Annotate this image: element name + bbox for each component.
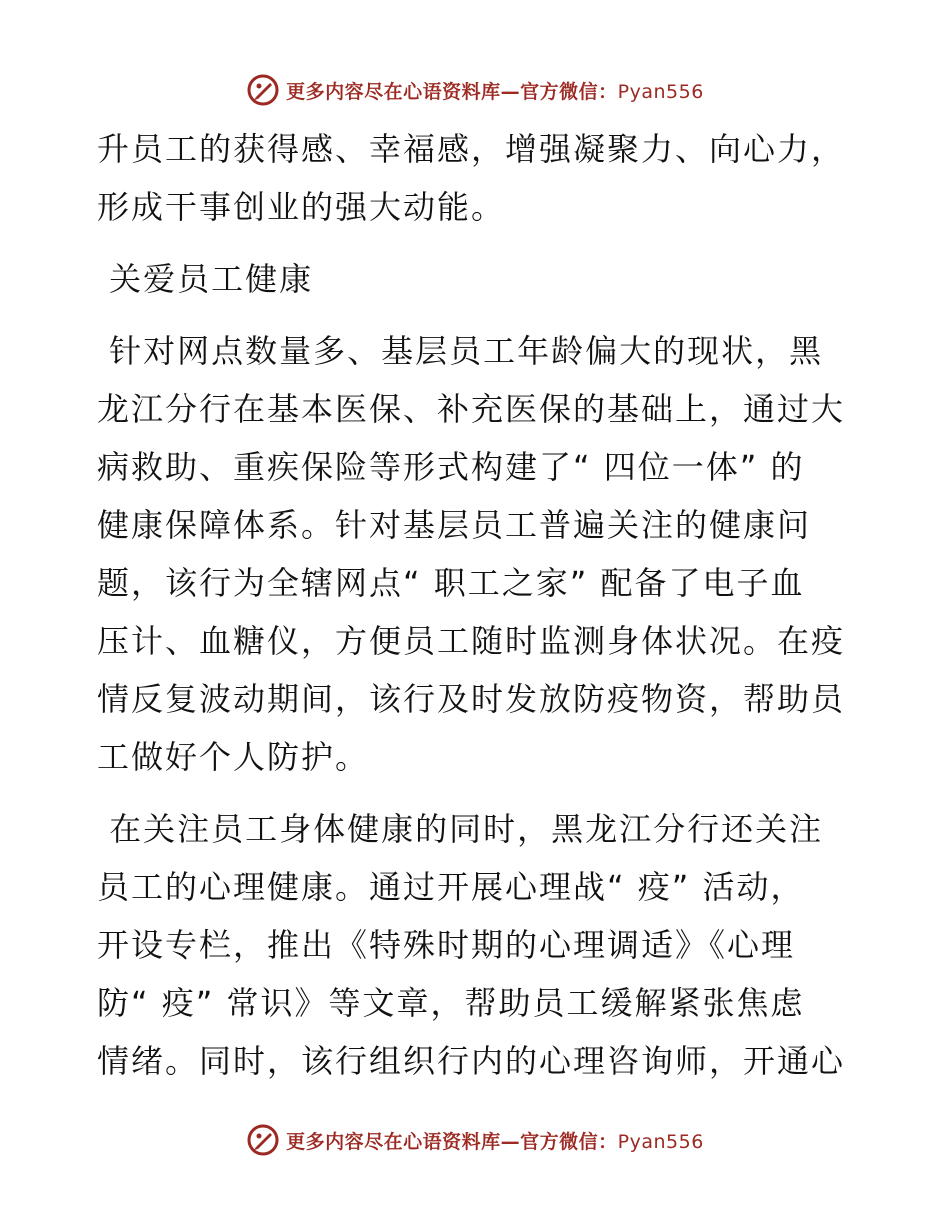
- watermark-id: Pyan556: [617, 1130, 704, 1153]
- text-line: 情反复波动期间，该行及时发放防疫物资，帮助员: [97, 680, 846, 718]
- watermark-text: 更多内容尽在心语资料库—官方微信：: [286, 1130, 618, 1153]
- paragraph-3: [97, 322, 857, 786]
- text-line: 在关注员工身体健康的同时，黑龙江分行还关注: [97, 810, 824, 848]
- text-line: 压计、血糖仪，方便员工随时监测身体状况。在疫: [97, 622, 846, 660]
- text-line: 健康保障体系。针对基层员工普遍关注的健康问: [97, 506, 812, 544]
- paragraph-1: [97, 120, 857, 236]
- document-body: [97, 120, 857, 1090]
- text-line: 工做好个人防护。: [97, 738, 370, 776]
- text-line: 题，该行为全辖网点“ 职工之家” 配备了电子血: [97, 564, 805, 602]
- logo-icon: [246, 73, 280, 107]
- text-line: 病救助、重疾保险等形式构建了“ 四位一体” 的: [97, 448, 805, 486]
- text-line: 形成干事创业的强大动能。: [97, 188, 506, 226]
- text-line: 员工的心理健康。通过开展心理战“ 疫” 活动，: [97, 868, 805, 906]
- text-line: 龙江分行在基本医保、补充医保的基础上，通过大: [97, 390, 846, 428]
- text-line: 防“ 疫” 常识》等文章，帮助员工缓解紧张焦虑: [97, 984, 805, 1022]
- watermark-id: Pyan556: [617, 80, 704, 103]
- watermark-text: 更多内容尽在心语资料库—官方微信：: [286, 80, 618, 103]
- footer-watermark: [0, 1120, 950, 1160]
- text-line: 升员工的获得感、幸福感，增强凝聚力、向心力，: [97, 130, 846, 168]
- logo-icon: [246, 1123, 280, 1157]
- text-line: 情绪。同时，该行组织行内的心理咨询师，开通心: [97, 1042, 846, 1080]
- section-heading: [97, 250, 857, 308]
- header-watermark: [0, 70, 950, 110]
- paragraph-4: [97, 800, 857, 1090]
- text-line: 开设专栏，推出《特殊时期的心理调适》《心理: [97, 926, 796, 964]
- heading-line: 关爱员工健康: [97, 260, 314, 298]
- text-line: 针对网点数量多、基层员工年龄偏大的现状，黑: [97, 332, 824, 370]
